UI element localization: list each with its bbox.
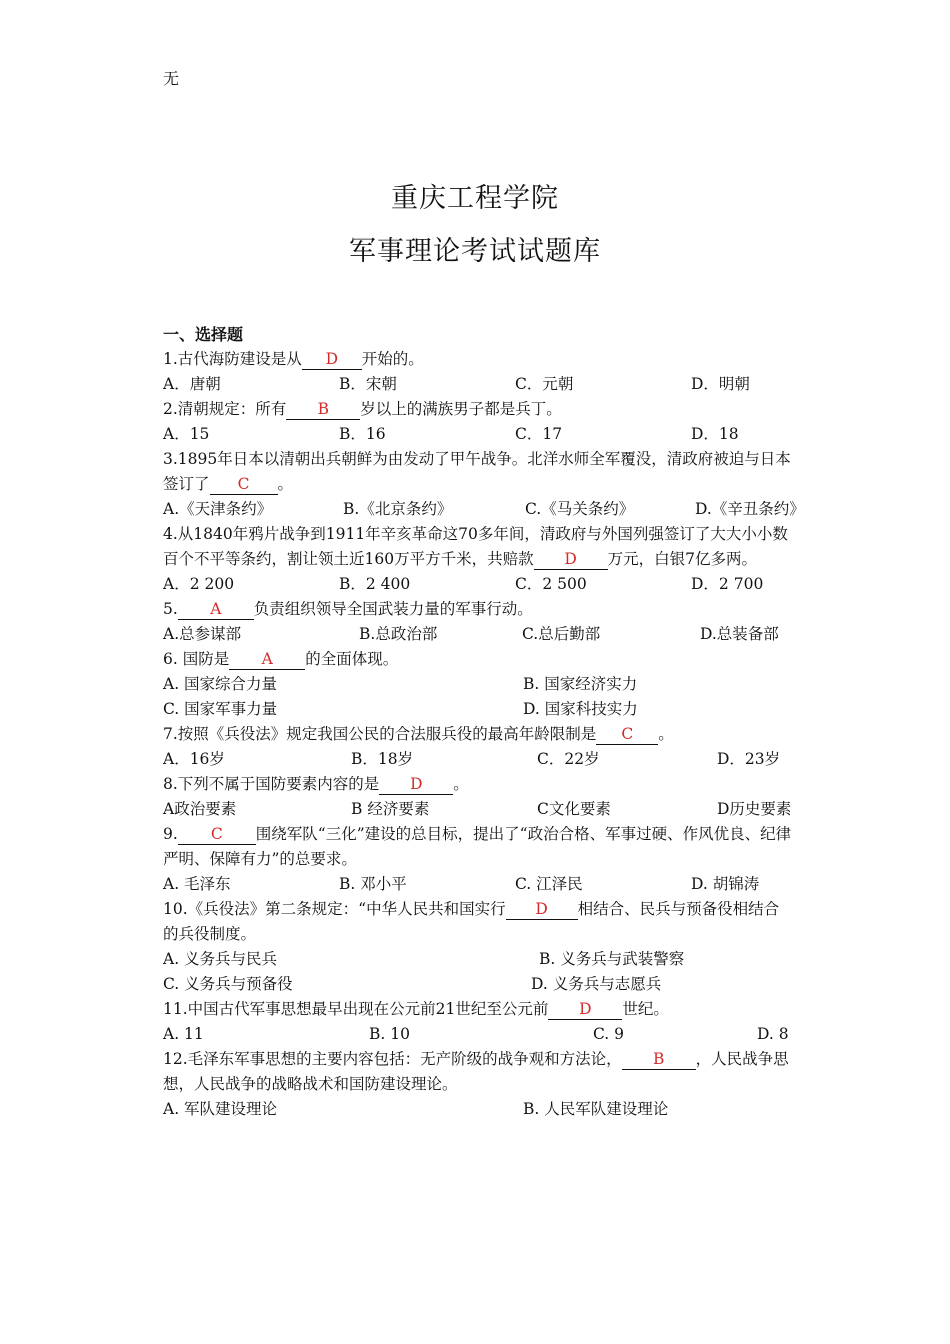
question-10-options-row-2 <box>163 972 793 997</box>
answer-letter: C <box>621 725 634 743</box>
question-7 <box>163 722 793 772</box>
option-b: B. 10 <box>369 1025 410 1043</box>
question-7-stem-end: 。 <box>658 725 674 743</box>
option-a: A. 义务兵与民兵 <box>163 950 278 968</box>
question-12-options <box>163 1097 793 1122</box>
page-title-school: 重庆工程学院 <box>391 183 559 214</box>
option-c: C. 9 <box>593 1025 625 1043</box>
option-a: A.总参谋部 <box>163 625 242 643</box>
answer-letter: D <box>325 350 339 368</box>
answer-blank <box>379 774 453 795</box>
question-12-stem-end: ，人民战争思想，人民战争的战略战术和国防建设理论。 <box>163 1050 789 1093</box>
answer-blank <box>178 824 256 845</box>
option-b: B. 邓小平 <box>339 875 407 893</box>
option-a: A. 11 <box>163 1025 204 1043</box>
question-8 <box>163 772 793 822</box>
option-a: A．16岁 <box>163 750 225 768</box>
answer-blank <box>622 1049 696 1070</box>
option-c: C文化要素 <box>537 800 611 818</box>
option-d: D. 国家科技实力 <box>523 700 638 718</box>
question-11-stem: 11.中国古代军事思想最早出现在公元前21世纪至公元前 <box>163 1000 549 1018</box>
option-c: C．17 <box>515 425 563 443</box>
corner-mark: 无 <box>163 69 180 88</box>
question-1 <box>163 347 793 397</box>
question-9-text <box>163 822 793 872</box>
question-2-text <box>163 397 793 422</box>
answer-blank <box>210 474 278 495</box>
page-title-exam: 军事理论考试试题库 <box>349 236 601 267</box>
answer-letter: A <box>261 650 273 668</box>
option-c: C. 江泽民 <box>515 875 583 893</box>
option-a: A.《天津条约》 <box>163 500 273 518</box>
question-6-options-row-2 <box>163 697 793 722</box>
answer-blank <box>178 599 254 620</box>
option-d: D. 8 <box>757 1025 789 1043</box>
question-1-stem: 1.古代海防建设是从 <box>163 350 302 368</box>
question-10-text <box>163 897 793 947</box>
option-b: B. 国家经济实力 <box>523 675 638 693</box>
question-8-options <box>163 797 793 822</box>
question-2 <box>163 397 793 447</box>
option-b: B. 人民军队建设理论 <box>523 1100 669 1118</box>
question-4-text <box>163 522 793 572</box>
answer-letter: D <box>579 1000 592 1018</box>
question-9 <box>163 822 793 897</box>
answer-blank <box>302 349 362 370</box>
option-d: D历史要素 <box>717 800 792 818</box>
question-11-options <box>163 1022 793 1047</box>
question-7-stem: 7.按照《兵役法》规定我国公民的合法服兵役的最高年龄限制是 <box>163 725 597 743</box>
question-5-stem: 5. <box>163 600 178 618</box>
question-11-text <box>163 997 793 1022</box>
question-12 <box>163 1047 793 1122</box>
answer-letter: B <box>652 1050 665 1068</box>
question-3-stem-end: 。 <box>277 475 294 493</box>
option-d: D．明朝 <box>691 375 750 393</box>
option-c: C．元朝 <box>515 375 574 393</box>
option-d: D. 胡锦涛 <box>691 875 760 893</box>
question-6-text <box>163 647 793 672</box>
option-c: C.《马关条约》 <box>525 500 635 518</box>
question-3-stem: 3.1895年日本以清朝出兵朝鲜为由发动了甲午战争。北洋水师全军覆没，清政府被迫与日本签订了 <box>163 450 791 493</box>
question-4-options <box>163 572 793 597</box>
question-8-stem: 8.下列不属于国防要素内容的是 <box>163 775 380 793</box>
question-10-options-row-1 <box>163 947 793 972</box>
option-c: C．2 500 <box>515 575 587 593</box>
question-1-text <box>163 347 793 372</box>
question-5 <box>163 597 793 647</box>
answer-blank <box>596 724 658 745</box>
option-b: B．16 <box>339 425 386 443</box>
answer-blank <box>506 899 578 920</box>
question-10-stem: 10.《兵役法》第二条规定：“中华人民共和国实行 <box>163 900 506 918</box>
option-b: B．2 400 <box>339 575 411 593</box>
question-12-text <box>163 1047 793 1097</box>
option-a: A. 军队建设理论 <box>163 1100 278 1118</box>
question-8-text <box>163 772 793 797</box>
option-d: D.《辛丑条约》 <box>695 500 805 518</box>
option-d: D．2 700 <box>691 575 764 593</box>
option-c: C．22岁 <box>537 750 600 768</box>
question-3-options <box>163 497 805 522</box>
question-4 <box>163 522 793 597</box>
question-1-options <box>163 372 793 397</box>
option-a: A. 国家综合力量 <box>163 675 278 693</box>
answer-letter: D <box>564 550 577 568</box>
question-6-stem: 6. 国防是 <box>163 650 230 668</box>
question-5-stem-end: 负责组织领导全国武装力量的军事行动。 <box>253 600 533 618</box>
question-10 <box>163 897 793 997</box>
answer-blank <box>286 399 360 420</box>
option-b: B.总政治部 <box>359 625 438 643</box>
option-d: D．18 <box>691 425 739 443</box>
option-c: C. 国家军事力量 <box>163 700 278 718</box>
option-a: A．15 <box>163 425 210 443</box>
question-2-stem-end: 岁以上的满族男子都是兵丁。 <box>360 400 562 418</box>
option-d: D．23岁 <box>717 750 781 768</box>
question-4-stem-end: 万元，白银7亿多两。 <box>607 550 757 568</box>
question-5-text <box>163 597 793 622</box>
question-11-stem-end: 世纪。 <box>622 1000 669 1018</box>
option-d: D. 义务兵与志愿兵 <box>531 975 662 993</box>
question-5-options <box>163 622 793 647</box>
question-6-options-row-1 <box>163 672 793 697</box>
question-6 <box>163 647 793 722</box>
answer-letter: D <box>410 775 423 793</box>
option-a: A．唐朝 <box>163 375 221 393</box>
option-b: B.《北京条约》 <box>343 500 453 518</box>
option-a: A．2 200 <box>163 575 235 593</box>
question-9-stem-end: 围绕军队“三化”建设的总目标，提出了“政治合格、军事过硬、作风优良、纪律严明、保障有力”的总要求。 <box>163 825 792 868</box>
option-c: C.总后勤部 <box>522 625 601 643</box>
option-b: B．宋朝 <box>339 375 397 393</box>
option-b: B．18岁 <box>351 750 414 768</box>
question-7-options <box>163 747 793 772</box>
question-list <box>163 322 805 1122</box>
question-9-options <box>163 872 793 897</box>
answer-letter: A <box>210 600 222 618</box>
option-c: C. 义务兵与预备役 <box>163 975 293 993</box>
answer-blank <box>548 999 622 1020</box>
question-3-text <box>163 447 793 497</box>
option-a: A. 毛泽东 <box>163 875 231 893</box>
question-11 <box>163 997 793 1047</box>
section-heading: 一、选择题 <box>163 325 244 344</box>
question-1-stem-end: 开始的。 <box>361 350 424 368</box>
question-4-stem: 4.从1840年鸦片战争到1911年辛亥革命这70多年间，清政府与外国列强签订了大大小小数百个不平等条约，割让领土近160万平方千米，共赔款 <box>163 525 788 568</box>
answer-letter: C <box>210 825 223 843</box>
question-3 <box>163 447 805 522</box>
question-6-stem-end: 的全面体现。 <box>305 650 399 668</box>
question-10-stem-end: 相结合、民兵与预备役相结合的兵役制度。 <box>163 900 780 943</box>
option-b: B 经济要素 <box>351 800 430 818</box>
answer-letter: D <box>535 900 548 918</box>
question-7-text <box>163 722 793 747</box>
question-8-stem-end: 。 <box>453 775 469 793</box>
option-b: B. 义务兵与武装警察 <box>539 950 685 968</box>
question-12-stem: 12.毛泽东军事思想的主要内容包括：无产阶级的战争观和方法论， <box>163 1050 622 1068</box>
question-9-stem: 9. <box>163 825 178 843</box>
question-2-stem: 2.清朝规定：所有 <box>163 400 287 418</box>
answer-blank <box>534 549 608 570</box>
option-d: D.总装备部 <box>700 625 779 643</box>
question-2-options <box>163 422 793 447</box>
option-a: A政治要素 <box>163 800 237 818</box>
answer-blank <box>229 649 305 670</box>
answer-letter: B <box>317 400 329 418</box>
answer-letter: C <box>237 475 250 493</box>
